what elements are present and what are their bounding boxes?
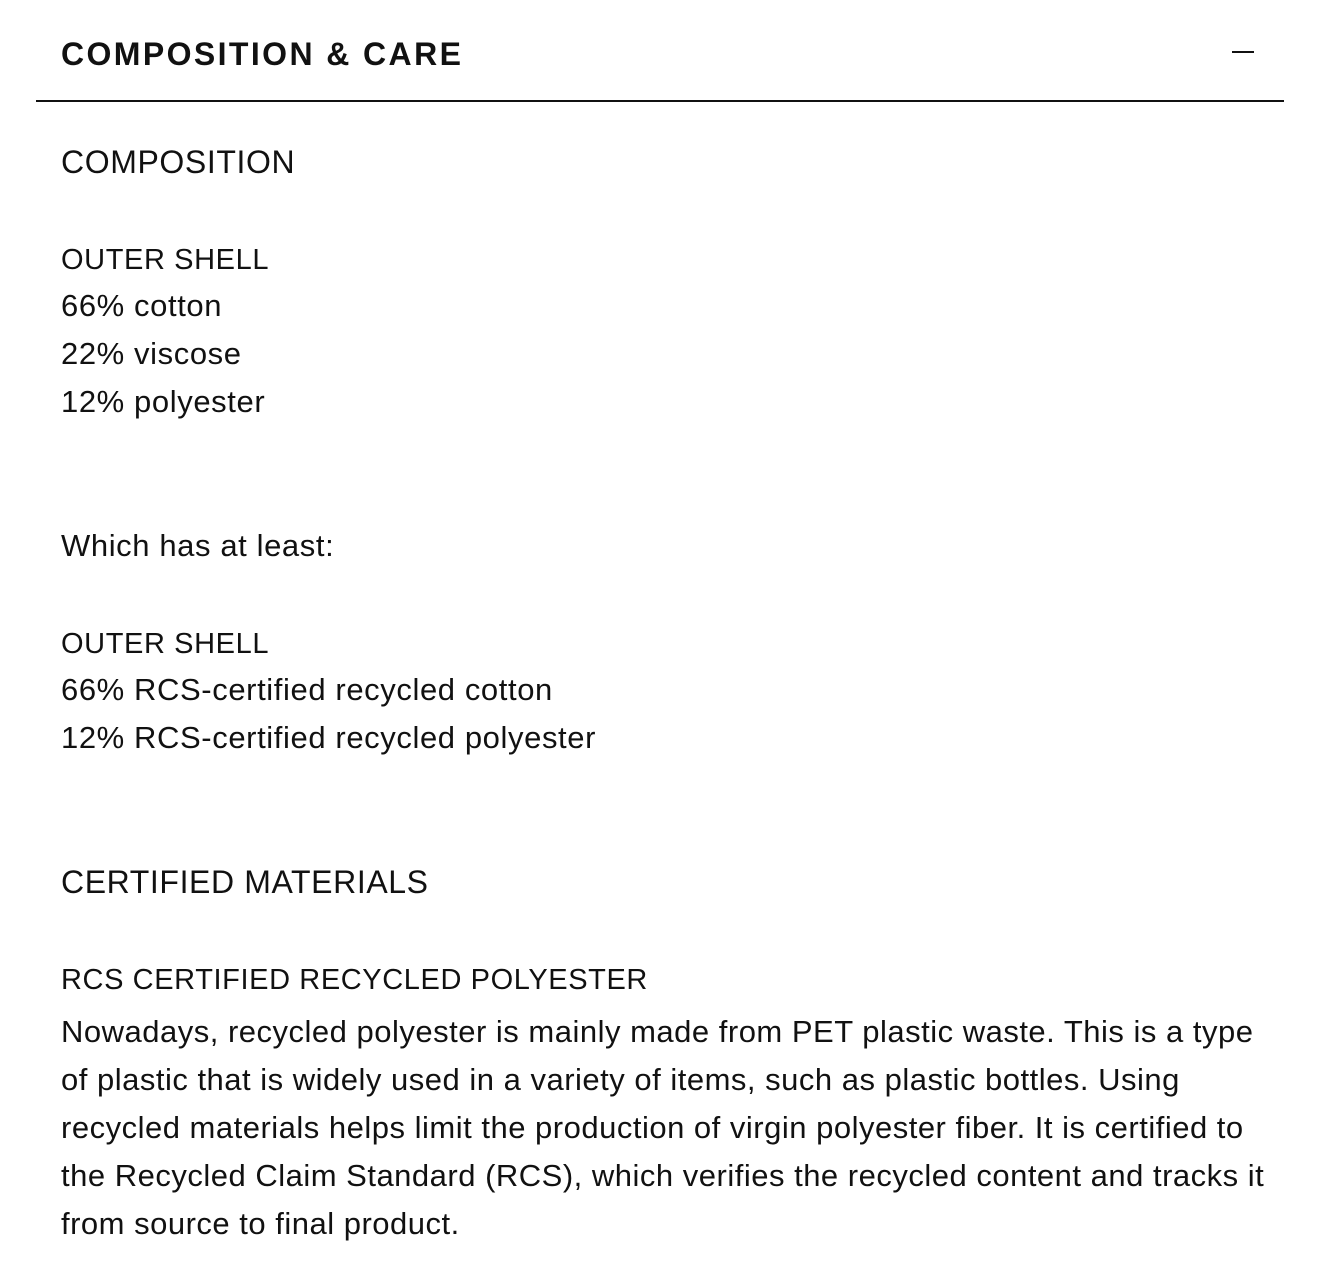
- recycled-outer-shell-label: OUTER SHELL: [61, 628, 270, 660]
- accordion-header[interactable]: [36, 0, 1284, 102]
- composition-item: 12% polyester: [61, 384, 266, 419]
- material-title: RCS CERTIFIED RECYCLED POLYESTER: [61, 964, 648, 996]
- recycled-item: 66% RCS-certified recycled cotton: [61, 672, 553, 707]
- material-description: Nowadays, recycled polyester is mainly made from PET plastic waste. This is a type of plastic that is widely used in a variety of items, such as plastic bottles. Using recycled materials helps limit the production of virgin polyester fiber. It is certified to the Recycled Claim Standard (RCS), which verifies the recycled content and tracks it from source to final product.: [61, 1014, 1265, 1241]
- accordion-title: COMPOSITION & CARE: [61, 36, 464, 72]
- composition-item: 66% cotton: [61, 288, 223, 323]
- outer-shell-label: OUTER SHELL: [61, 244, 270, 276]
- minus-icon[interactable]: [1232, 40, 1254, 62]
- recycled-item: 12% RCS-certified recycled polyester: [61, 720, 597, 755]
- composition-heading: COMPOSITION: [61, 144, 296, 180]
- at-least-text: Which has at least:: [61, 528, 335, 563]
- composition-item: 22% viscose: [61, 336, 242, 371]
- minus-bar: [1232, 51, 1254, 53]
- certified-materials-heading: CERTIFIED MATERIALS: [61, 864, 429, 900]
